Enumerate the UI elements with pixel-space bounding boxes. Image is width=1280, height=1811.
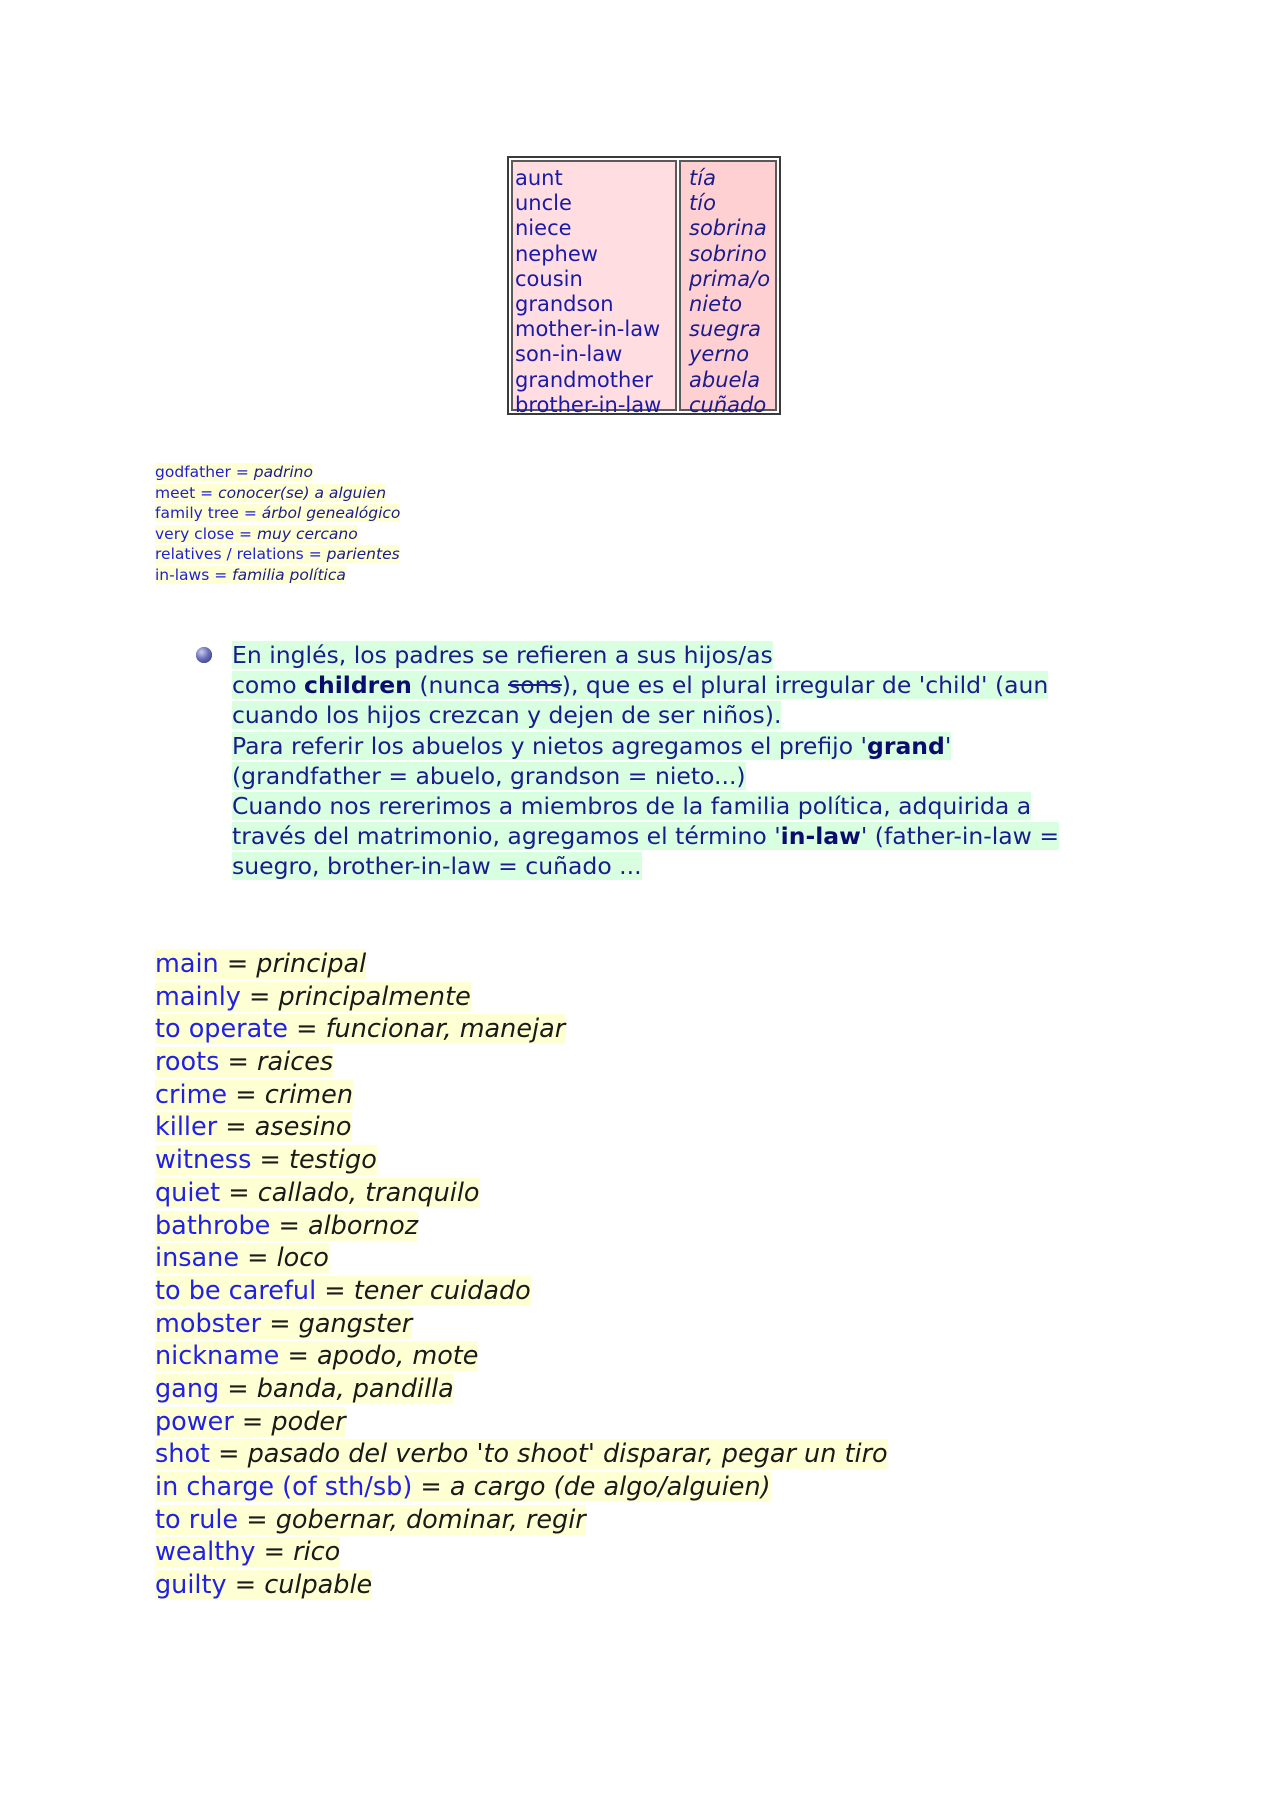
spanish-word: cuñado xyxy=(689,392,767,417)
note-1-strikethrough: sons xyxy=(508,671,562,700)
glossary-translation: apodo, mote xyxy=(316,1341,479,1372)
glossary-line xyxy=(155,1242,888,1275)
spanish-word: tío xyxy=(689,191,716,216)
glossary-line xyxy=(155,1406,888,1439)
glossary-translation: principal xyxy=(256,949,367,979)
equals-sign: = xyxy=(303,545,327,564)
spanish-word: sobrino xyxy=(689,241,767,266)
spanish-word: tía xyxy=(689,166,716,190)
glossary-translation: rico xyxy=(293,1537,341,1568)
glossary-line xyxy=(155,1471,888,1504)
equals-sign: = xyxy=(251,1145,289,1176)
glossary-term: killer xyxy=(155,1112,218,1143)
glossary-translation: loco xyxy=(276,1243,329,1274)
glossary-translation: gangster xyxy=(298,1308,413,1339)
equals-sign: = xyxy=(255,1537,294,1568)
english-word: son-in-law xyxy=(515,342,623,367)
glossary-term: godfather xyxy=(155,463,231,481)
equals-sign: = xyxy=(240,981,279,1012)
glossary-line xyxy=(155,1177,888,1210)
equals-sign: = xyxy=(227,1079,265,1110)
glossary-translation: asesino xyxy=(254,1112,352,1143)
glossary-line xyxy=(155,462,400,483)
glossary-term: quiet xyxy=(155,1177,221,1208)
glossary-term: to operate xyxy=(155,1014,288,1045)
glossary-translation: poder xyxy=(271,1406,346,1437)
glossary-line xyxy=(155,524,400,545)
note-1-text-b: como xyxy=(232,671,305,700)
glossary-term: insane xyxy=(155,1243,240,1274)
glossary-line xyxy=(155,948,888,981)
glossary-translation: principalmente xyxy=(278,981,471,1012)
glossary-line xyxy=(155,1536,888,1569)
equals-sign: = xyxy=(195,483,219,502)
glossary-translation: pasado del verbo 'to shoot' disparar, pegar un tiro xyxy=(247,1439,888,1470)
glossary-term: in charge (of sth/sb) xyxy=(155,1472,413,1502)
main-glossary xyxy=(155,948,888,1602)
equals-sign: = xyxy=(210,1439,248,1470)
spanish-word: nieto xyxy=(689,291,743,316)
equals-sign: = xyxy=(287,1014,326,1045)
glossary-term: to rule xyxy=(155,1504,239,1535)
spanish-word: suegra xyxy=(689,317,762,342)
glossary-translation: testigo xyxy=(288,1145,377,1176)
glossary-line xyxy=(155,565,400,586)
equals-sign: = xyxy=(218,949,257,979)
equals-sign: = xyxy=(238,1504,276,1535)
equals-sign: = xyxy=(239,1243,277,1274)
bullet-icon xyxy=(196,647,212,663)
glossary-term: meet xyxy=(155,483,196,502)
glossary-term: shot xyxy=(155,1439,211,1470)
glossary-term: power xyxy=(155,1406,234,1437)
glossary-line xyxy=(155,503,400,524)
glossary-translation: parientes xyxy=(326,545,400,564)
glossary-translation: raices xyxy=(257,1047,334,1078)
equals-sign: = xyxy=(238,504,262,523)
equals-sign: = xyxy=(233,1406,272,1437)
equals-sign: = xyxy=(219,1373,257,1404)
glossary-line xyxy=(155,1308,888,1341)
glossary-translation: árbol genealógico xyxy=(261,504,401,523)
glossary-term: very close xyxy=(155,524,235,543)
spanish-word: sobrina xyxy=(689,216,767,241)
glossary-line xyxy=(155,1144,888,1177)
english-word: aunt xyxy=(515,166,563,190)
glossary-term: wealthy xyxy=(155,1537,256,1568)
english-word: brother-in-law xyxy=(515,392,662,417)
glossary-term: mainly xyxy=(155,981,241,1012)
glossary-translation: culpable xyxy=(264,1570,373,1601)
note-1 xyxy=(232,641,1059,880)
equals-sign: = xyxy=(226,1570,265,1601)
glossary-line xyxy=(155,1013,888,1046)
grammar-notes xyxy=(196,640,1096,882)
glossary-translation: funcionar, manejar xyxy=(325,1014,566,1045)
spanish-column xyxy=(679,160,777,417)
glossary-term: relatives / relations xyxy=(155,545,304,564)
glossary-line xyxy=(155,1275,888,1308)
glossary-translation: muy cercano xyxy=(256,524,358,543)
glossary-term: family tree xyxy=(155,504,239,523)
note-2-text-a: Para referir los abuelos y nietos agregamos el prefijo ' xyxy=(232,731,868,760)
glossary-term: guilty xyxy=(155,1570,227,1601)
equals-sign: = xyxy=(412,1472,450,1502)
english-word: nephew xyxy=(515,241,598,266)
glossary-term: in-laws xyxy=(155,565,210,584)
glossary-line xyxy=(155,544,400,565)
note-2-bold: grand xyxy=(867,731,945,760)
glossary-line xyxy=(155,1504,888,1537)
family-vocabulary-table xyxy=(507,156,781,415)
equals-sign: = xyxy=(230,463,254,481)
glossary-term: nickname xyxy=(155,1341,280,1372)
equals-sign: = xyxy=(209,565,233,584)
glossary-line xyxy=(155,1340,888,1373)
equals-sign: = xyxy=(219,1047,257,1078)
equals-sign: = xyxy=(316,1275,354,1306)
english-word: niece xyxy=(515,216,572,241)
glossary-term: gang xyxy=(155,1373,220,1404)
glossary-term: mobster xyxy=(155,1308,262,1339)
note-1-text-a: En inglés, los padres se refieren a sus hijos/as xyxy=(232,641,773,669)
note-3-text-a: Cuando nos rererimos a miembros de la familia política, adquirida a través del matrimonio, agregamos el término ' xyxy=(232,792,1032,851)
english-word: grandson xyxy=(515,291,614,316)
glossary-line xyxy=(155,1111,888,1144)
spanish-word: prima/o xyxy=(689,266,771,291)
glossary-term: witness xyxy=(155,1145,252,1176)
equals-sign: = xyxy=(220,1177,258,1208)
glossary-translation: familia política xyxy=(232,565,346,584)
glossary-translation: callado, tranquilo xyxy=(257,1177,480,1208)
english-word: uncle xyxy=(515,191,572,216)
glossary-line xyxy=(155,1046,888,1079)
glossary-translation: conocer(se) a alguien xyxy=(218,483,387,502)
note-1-text-d: ), que es el plural irregular de 'child' (aun cuando los hijos crezcan y dejen de ser niños). xyxy=(232,671,1049,730)
equals-sign: = xyxy=(270,1210,308,1241)
glossary-translation: tener cuidado xyxy=(353,1275,531,1306)
glossary-term: crime xyxy=(155,1079,228,1110)
glossary-line xyxy=(155,1079,888,1112)
spanish-word: abuela xyxy=(689,367,761,392)
glossary-translation: banda, pandilla xyxy=(256,1373,454,1404)
english-column xyxy=(511,160,677,417)
glossary-line xyxy=(155,981,888,1014)
note-3-bold: in-law xyxy=(780,822,861,851)
glossary-translation: gobernar, dominar, regir xyxy=(275,1504,586,1535)
glossary-term: bathrobe xyxy=(155,1210,271,1241)
english-word: grandmother xyxy=(515,367,653,392)
glossary-line xyxy=(155,1210,888,1243)
glossary-line xyxy=(155,1438,888,1471)
glossary-line xyxy=(155,1373,888,1406)
english-word: cousin xyxy=(515,266,583,291)
note-block xyxy=(196,640,1096,882)
equals-sign: = xyxy=(217,1112,255,1143)
glossary-term: roots xyxy=(155,1047,220,1078)
glossary-translation: albornoz xyxy=(307,1210,419,1241)
glossary-translation: a cargo (de algo/alguien) xyxy=(449,1472,771,1502)
spanish-word: yerno xyxy=(689,342,750,367)
glossary-translation: crimen xyxy=(264,1079,353,1110)
equals-sign: = xyxy=(234,524,257,543)
glossary-line xyxy=(155,483,400,504)
glossary-term: main xyxy=(155,949,219,979)
note-1-bold: children xyxy=(304,671,412,700)
small-glossary xyxy=(155,462,400,586)
english-word: mother-in-law xyxy=(515,317,661,342)
glossary-translation: padrino xyxy=(253,463,313,481)
equals-sign: = xyxy=(279,1341,317,1372)
equals-sign: = xyxy=(261,1308,299,1339)
note-3-text-b: ' (father-in-law = suegro, brother-in-law = cuñado ... xyxy=(232,822,1060,881)
note-1-text-c: (nunca xyxy=(411,671,509,700)
glossary-line xyxy=(155,1569,888,1602)
note-2-text-b: ' (grandfather = abuelo, grandson = nieto...) xyxy=(232,731,952,790)
glossary-term: to be careful xyxy=(155,1275,317,1306)
